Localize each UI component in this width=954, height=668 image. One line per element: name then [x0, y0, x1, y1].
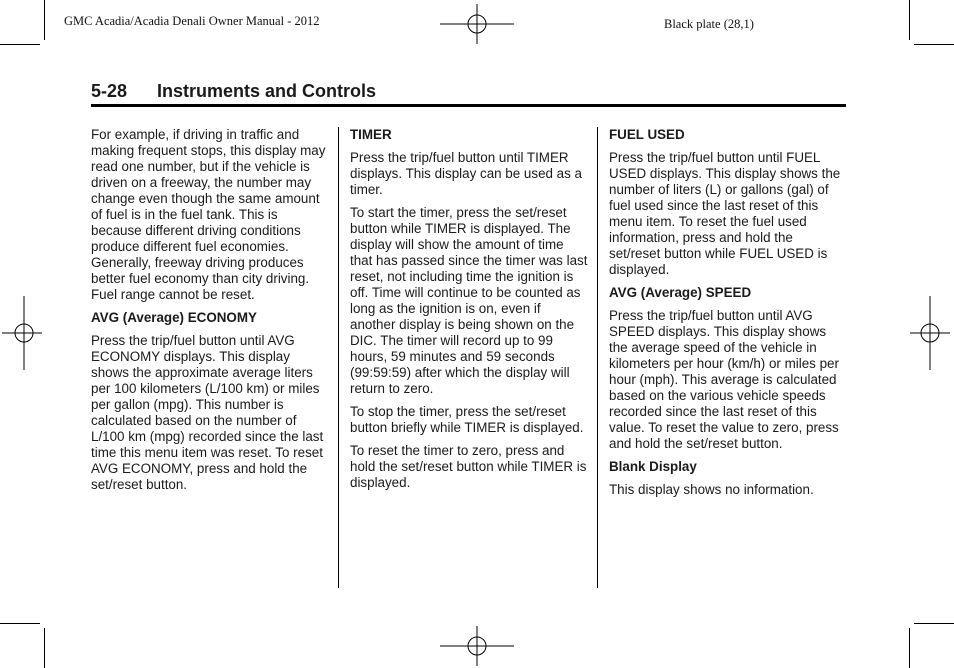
- plate-label: Black plate (28,1): [664, 17, 754, 31]
- crop-mark-top-left-h: [0, 44, 40, 45]
- body-paragraph: Press the trip/fuel button until TIMER displays. This display can be used as a timer.: [350, 150, 582, 197]
- subheading: AVG (Average) SPEED: [609, 285, 752, 300]
- body-paragraph: To stop the timer, press the set/reset button briefly while TIMER is displayed.: [350, 404, 584, 435]
- subheading: FUEL USED: [609, 127, 685, 142]
- column-2: [350, 127, 588, 498]
- body-paragraph: To reset the timer to zero, press and hold the set/reset button while TIMER is displayed.: [350, 443, 587, 490]
- subheading: AVG (Average) ECONOMY: [91, 310, 257, 325]
- column-3: [609, 127, 847, 505]
- section-title: Instruments and Controls: [157, 81, 377, 101]
- registration-mark-left-icon: [2, 296, 42, 370]
- page-number: 5-28: [91, 81, 128, 101]
- crop-mark-top-right-v: [909, 0, 910, 40]
- manual-title: GMC Acadia/Acadia Denali Owner Manual - 2012: [64, 14, 320, 28]
- registration-mark-top-icon: [440, 4, 514, 44]
- column-divider-1: [338, 127, 339, 588]
- crop-mark-bottom-right-h: [914, 623, 954, 624]
- crop-mark-bottom-right-v: [909, 628, 910, 668]
- body-paragraph: Press the trip/fuel button until FUEL USED displays. This display shows the number of liters (L) or gallons (gal) of fuel used since the last reset of this menu item. To reset the fuel used information, press and hold the set/reset button while FUEL USED is displayed.: [609, 150, 841, 277]
- column-1: [91, 127, 326, 500]
- registration-mark-bottom-icon: [440, 626, 514, 666]
- subheading: TIMER: [350, 127, 392, 142]
- crop-mark-bottom-left-v: [44, 628, 45, 668]
- body-paragraph: Press the trip/fuel button until AVG ECONOMY displays. This display shows the approximate average liters per 100 kilometers (L/100 km) or miles per gallon (mpg). This number is calculated based on the number of L/100 km (mpg) recorded since the last time this menu item was reset. To reset AVG ECONOMY, press and hold the set/reset button.: [91, 333, 324, 492]
- crop-mark-top-left-v: [44, 0, 45, 40]
- subheading: Blank Display: [609, 459, 697, 474]
- crop-mark-bottom-left-h: [0, 623, 40, 624]
- body-paragraph: Press the trip/fuel button until AVG SPEED displays. This display shows the average speed of the vehicle in kilometers per hour (km/h) or miles per hour (mph). This average is calculated based on the various vehicle speeds recorded since the last reset of this value. To reset the value to zero, press and hold the set/reset button.: [609, 308, 839, 451]
- column-divider-2: [597, 127, 598, 588]
- crop-mark-top-right-h: [914, 44, 954, 45]
- registration-mark-right-icon: [910, 296, 950, 370]
- body-paragraph: This display shows no information.: [609, 482, 814, 497]
- section-heading: [91, 80, 846, 107]
- body-paragraph: To start the timer, press the set/reset button while TIMER is displayed. The display will show the amount of time that has passed since the timer was last reset, not including time the ignition is off. Time will continue to be counted as long as the ignition is on, even if another display is being shown on the DIC. The timer will record up to 99 hours, 59 minutes and 59 seconds (99:59:59) after which the display will return to zero.: [350, 205, 588, 396]
- body-paragraph: For example, if driving in traffic and making frequent stops, this display may read one number, but if the vehicle is driven on a freeway, the number may change even though the same amount of fuel is in the fuel tank. This is because different driving conditions produce different fuel economies. Generally, freeway driving produces better fuel economy than city driving. Fuel range cannot be reset.: [91, 127, 326, 302]
